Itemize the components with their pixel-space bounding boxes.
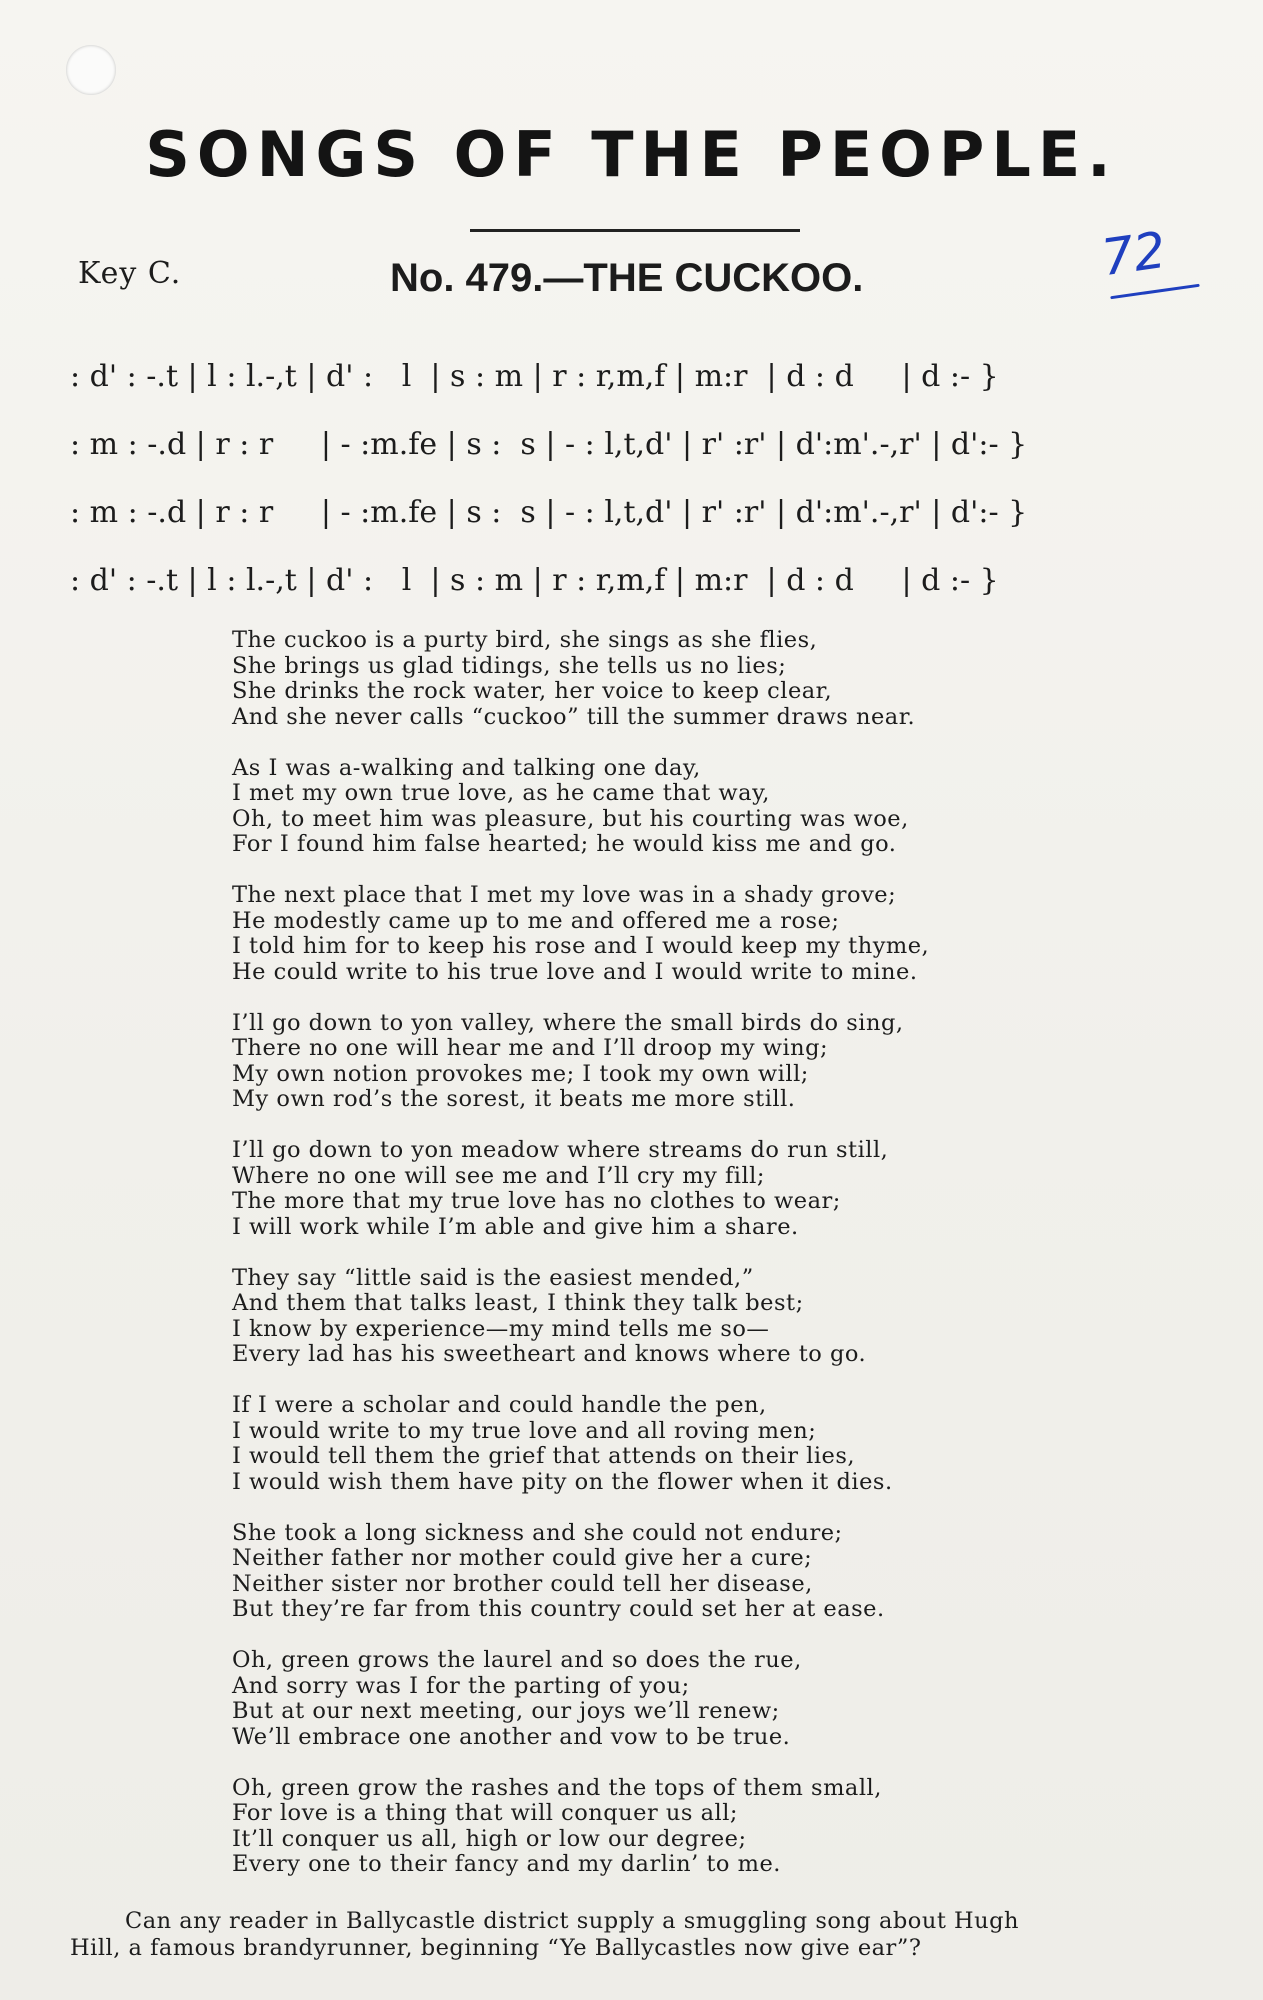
lyric-line: We’ll embrace one another and vow to be true.	[232, 1723, 791, 1750]
lyric-line: There no one will hear me and I’ll droop my wing;	[232, 1035, 829, 1061]
lyric-line: I know by experience—my mind tells me so—	[232, 1315, 770, 1342]
lyric-line: And she never calls “cuckoo” till the summer draws near.	[232, 703, 916, 730]
stanza	[232, 1266, 1132, 1368]
lyric-line: The cuckoo is a purty bird, she sings as she flies,	[232, 627, 818, 653]
notation-line-4: : d' : -.t | l : l.-,t | d' : l | s : m | r : r,m,f | m:r | d : d | d :- }	[70, 563, 999, 598]
stanza	[232, 883, 1132, 985]
lyric-line: But they’re far from this country could set her at ease.	[232, 1596, 885, 1622]
lyric-line: For love is a thing that will conquer us all;	[232, 1800, 738, 1826]
lyric-line: It’ll conquer us all, high or low our degree;	[232, 1825, 747, 1852]
lyric-line: If I were a scholar and could handle the pen,	[232, 1392, 767, 1418]
lyric-line: Oh, green grow the rashes and the tops of them small,	[232, 1774, 882, 1801]
title-divider	[470, 229, 800, 232]
note-line: Hill, a famous brandyrunner, beginning “Ye Ballycastles now give ear”?	[70, 1935, 922, 1961]
key-signature: Key C.	[78, 256, 182, 291]
lyric-line: Oh, green grows the laurel and so does the rue,	[232, 1647, 802, 1673]
lyric-line: They say “little said is the easiest mended,”	[232, 1264, 754, 1291]
punch-hole	[66, 45, 116, 95]
tonic-solfa-notation	[70, 352, 1220, 624]
lyric-line: As I was a-walking and talking one day,	[232, 754, 701, 781]
song-title: No. 479.—THE CUCKOO.	[390, 256, 864, 300]
notation-line-1: : d' : -.t | l : l.-,t | d' : l | s : m | r : r,m,f | m:r | d : d | d :- }	[70, 359, 999, 394]
lyric-line: Where no one will see me and I’ll cry my fill;	[232, 1162, 765, 1189]
lyric-line: Every lad has his sweetheart and knows where to go.	[232, 1341, 867, 1367]
lyric-line: I will work while I’m able and give him a share.	[232, 1213, 799, 1240]
lyric-line: Every one to their fancy and my darlin’ to me.	[232, 1851, 781, 1877]
lyric-line: The more that my true love has no clothes to wear;	[232, 1188, 841, 1214]
lyric-line: She took a long sickness and she could not endure;	[232, 1519, 843, 1546]
lyric-line: And them that talks least, I think they talk best;	[232, 1290, 804, 1316]
lyric-line: I told him for to keep his rose and I would keep my thyme,	[232, 933, 930, 959]
lyric-line: Neither father nor mother could give her a cure;	[232, 1545, 813, 1571]
lyric-line: My own rod’s the sorest, it beats me more still.	[232, 1086, 796, 1112]
stanza	[232, 756, 1132, 858]
lyric-line: And sorry was I for the parting of you;	[232, 1672, 690, 1699]
notation-line-2: : m : -.d | r : r | - :m.fe | s : s | - : l,t,d' | r' :r' | d':m'.-,r' | d':- }	[70, 427, 1028, 462]
page-title: SONGS OF THE PEOPLE.	[145, 118, 1118, 191]
song-lyrics	[232, 628, 1132, 1903]
stanza	[232, 1776, 1132, 1878]
notation-line-3: : m : -.d | r : r | - :m.fe | s : s | - : l,t,d' | r' :r' | d':m'.-,r' | d':- }	[70, 495, 1028, 530]
stanza	[232, 1521, 1132, 1623]
lyric-line: He modestly came up to me and offered me a rose;	[232, 907, 840, 934]
stanza	[232, 1011, 1132, 1113]
lyric-line: Neither sister nor brother could tell her disease,	[232, 1570, 813, 1597]
lyric-line: I would tell them the grief that attends on their lies,	[232, 1443, 856, 1469]
lyric-line: I would wish them have pity on the flower when it dies.	[232, 1468, 893, 1495]
lyric-line: He could write to his true love and I would write to mine.	[232, 958, 918, 985]
lyric-line: My own notion provokes me; I took my own will;	[232, 1060, 809, 1087]
lyric-line: I’ll go down to yon meadow where streams do run still,	[232, 1137, 889, 1163]
reader-query-note	[70, 1908, 1180, 1962]
stanza	[232, 1648, 1132, 1750]
lyric-line: I would write to my true love and all roving men;	[232, 1417, 817, 1444]
lyric-line: She brings us glad tidings, she tells us no lies;	[232, 652, 787, 679]
stanza	[232, 1138, 1132, 1240]
lyric-line: Oh, to meet him was pleasure, but his courting was woe,	[232, 805, 909, 832]
handwritten-underline	[1110, 284, 1200, 299]
lyric-line: She drinks the rock water, her voice to keep clear,	[232, 678, 833, 704]
stanza	[232, 1393, 1132, 1495]
stanza	[232, 628, 1132, 730]
lyric-line: For I found him false hearted; he would kiss me and go.	[232, 831, 897, 857]
lyric-line: But at our next meeting, our joys we’ll renew;	[232, 1698, 780, 1724]
lyric-line: I met my own true love, as he came that way,	[232, 780, 770, 806]
note-line: Can any reader in Ballycastle district supply a smuggling song about Hugh	[125, 1908, 1020, 1934]
lyric-line: The next place that I met my love was in a shady grove;	[232, 882, 897, 908]
lyric-line: I’ll go down to yon valley, where the small birds do sing,	[232, 1009, 904, 1036]
handwritten-number: 72	[1098, 220, 1170, 288]
